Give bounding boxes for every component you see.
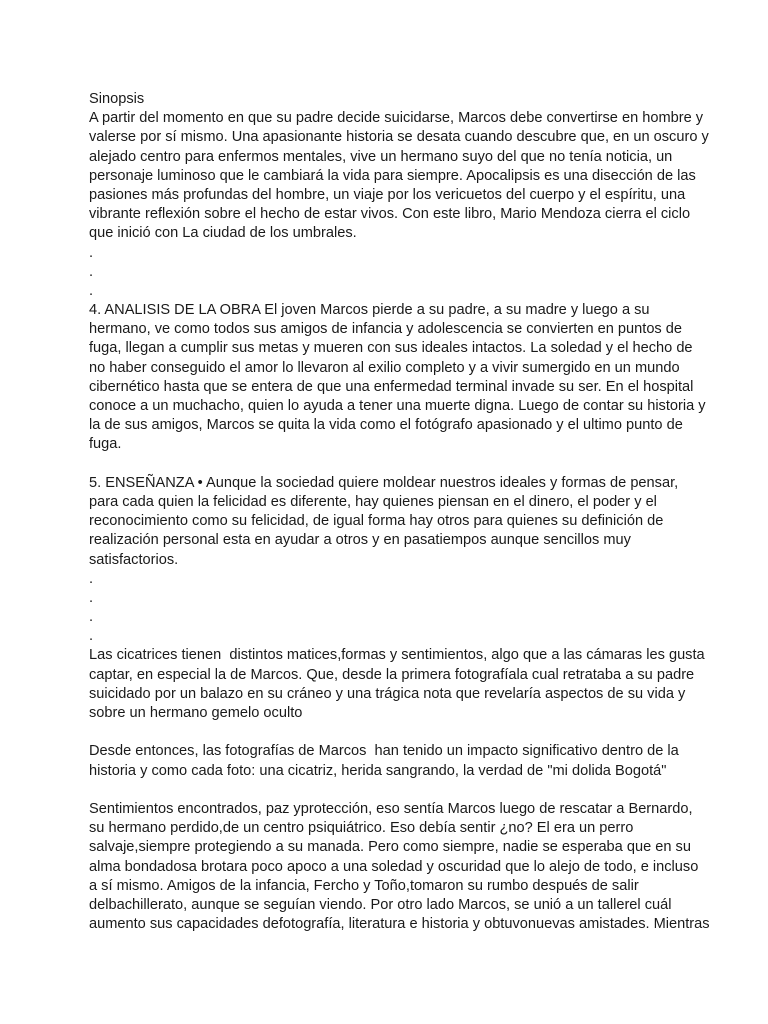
text-line: historia y como cada foto: una cicatriz, herida sangrando, la verdad de "mi dolida Bogotá" bbox=[89, 762, 667, 779]
text-line: a sí mismo. Amigos de la infancia, Fercho y Toño,tomaron su rumbo después de salir bbox=[89, 877, 639, 894]
text-line: A partir del momento en que su padre decide suicidarse, Marcos debe convertirse en hombre y bbox=[89, 110, 704, 127]
dot: . bbox=[89, 570, 94, 587]
text-line: captar, en especial la de Marcos. Que, desde la primera fotografíala cual retrataba a su padre bbox=[89, 666, 695, 683]
text-line: fuga, llegan a cumplir sus metas y mueren con sus ideales intactos. La soledad y el hecho de bbox=[89, 340, 693, 357]
dot: . bbox=[89, 282, 94, 299]
sentimientos-paragraph bbox=[89, 800, 710, 934]
fotografias-paragraph bbox=[89, 742, 689, 780]
ensenanza-paragraph bbox=[89, 474, 689, 570]
cicatrices-paragraph bbox=[89, 646, 705, 723]
text-line: valerse por sí mismo. Una apasionante historia se desata cuando descubre que, en un oscuro y bbox=[89, 129, 709, 146]
text-line: su hermano perdido,de un centro psiquiátrico. Eso debía sentir ¿no? El era un perro bbox=[89, 820, 634, 837]
analisis-paragraph bbox=[89, 301, 706, 455]
paragraph-gap bbox=[89, 723, 689, 742]
dot-separator bbox=[89, 570, 689, 647]
text-line: Las cicatrices tienen distintos matices,formas y sentimientos, algo que a las cámaras les gusta bbox=[89, 647, 705, 664]
text-line: que inició con La ciudad de los umbrales. bbox=[89, 225, 357, 242]
sinopsis-paragraph bbox=[89, 109, 709, 243]
paragraph-gap bbox=[89, 781, 689, 800]
dot-separator bbox=[89, 244, 689, 302]
text-line: 5. ENSEÑANZA • Aunque la sociedad quiere moldear nuestros ideales y formas de pensar, bbox=[89, 474, 679, 491]
dot: . bbox=[89, 244, 94, 261]
text-line: pasiones más profundas del hombre, un viaje por los vericuetos del cuerpo y el espíritu, una bbox=[89, 186, 686, 203]
text-line: no haber conseguido el amor lo llevaron al exilio completo y a vivir sumergido en un mundo bbox=[89, 359, 680, 376]
text-line: satisfactorios. bbox=[89, 551, 179, 568]
text-line: salvaje,siempre protegiendo a su manada. Pero como siempre, nadie se esperaba que en su bbox=[89, 839, 691, 856]
text-line: personaje luminoso que le cambiará la vida para siempre. Apocalipsis es una disección de las bbox=[89, 167, 696, 184]
text-line: hermano, ve como todos sus amigos de infancia y adolescencia se convierten en puntos de bbox=[89, 321, 683, 338]
text-line: vibrante reflexión sobre el hecho de estar vivos. Con este libro, Mario Mendoza cierra el ciclo bbox=[89, 206, 691, 223]
text-line: la de sus amigos, Marcos se quita la vida como el fotógrafo apasionado y el ultimo punto de bbox=[89, 417, 683, 434]
dot: . bbox=[89, 263, 94, 280]
dot: . bbox=[89, 628, 94, 645]
text-line: delbachillerato, aunque se seguían viendo. Por otro lado Marcos, se unió a un tallerel cuál bbox=[89, 896, 672, 913]
text-line: 4. ANALISIS DE LA OBRA El joven Marcos pierde a su padre, a su madre y luego a su bbox=[89, 302, 650, 319]
text-line: Sentimientos encontrados, paz yprotección, eso sentía Marcos luego de rescatar a Bernardo, bbox=[89, 800, 693, 817]
text-line: Desde entonces, las fotografías de Marcos han tenido un impacto significativo dentro de la bbox=[89, 743, 679, 760]
text-line: conoce a un muchacho, quien lo ayuda a tener una muerte digna. Luego de contar su historia y bbox=[89, 398, 706, 414]
text-line: fuga. bbox=[89, 436, 122, 453]
text-line: reconocimiento como su felicidad, de igual forma hay otros para quienes su definición de bbox=[89, 513, 664, 530]
text-line: sobre un hermano gemelo oculto bbox=[89, 705, 303, 721]
document-page bbox=[89, 90, 710, 934]
dot: . bbox=[89, 609, 94, 626]
document-title: Sinopsis bbox=[89, 91, 145, 107]
paragraph-gap bbox=[89, 455, 689, 474]
text-line: para cada quien la felicidad es diferente, hay quienes piensan en el dinero, el poder y el bbox=[89, 493, 657, 510]
text-line: suicidado por un balazo en su cráneo y una trágica nota que revelaría aspectos de su vida y bbox=[89, 685, 686, 702]
text-line: alma bondadosa brotara poco apoco a una soledad y oscuridad que lo alejo de todo, e incluso bbox=[89, 858, 699, 875]
text-line: cibernético hasta que se entera de que una enfermedad terminal invade su ser. En el hospital bbox=[89, 378, 694, 395]
text-line: aumento sus capacidades defotografía, literatura e historia y obtuvonuevas amistades. Mientras bbox=[89, 916, 710, 933]
text-line: alejado centro para enfermos mentales, vive un hermano suyo del que no tenía noticia, un bbox=[89, 148, 673, 165]
dot: . bbox=[89, 589, 94, 606]
text-line: realización personal esta en ayudar a otros y en pasatiempos aunque sencillos muy bbox=[89, 532, 631, 549]
